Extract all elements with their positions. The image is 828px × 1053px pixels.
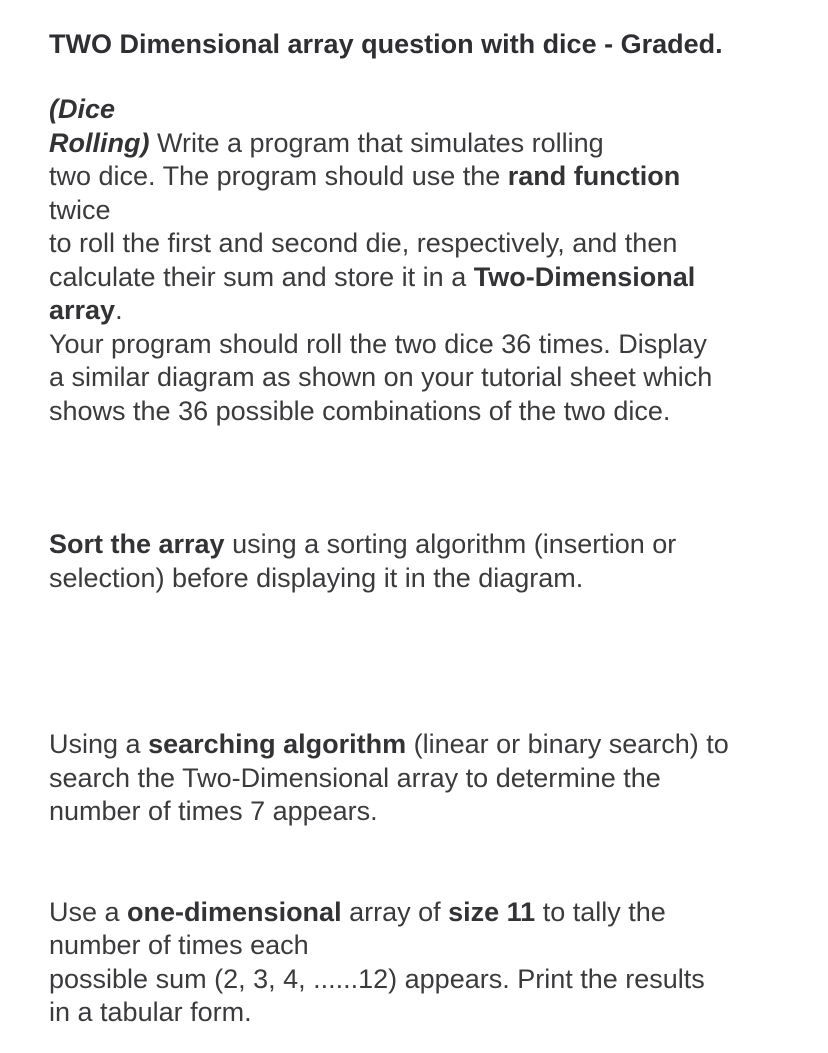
bold-text: rand function [507, 161, 681, 191]
line: number of times 7 appears. [49, 796, 378, 826]
line [49, 127, 809, 161]
line [49, 294, 809, 328]
line: to roll the first and second die, respectively, and then [49, 228, 678, 258]
text: to tally the [535, 896, 666, 927]
text: using a sorting algorithm (insertion or [224, 529, 677, 559]
text: (linear or binary search) to [406, 729, 729, 759]
line: shows the 36 possible combinations of the two dice. [49, 395, 671, 426]
line: number of times each [49, 930, 309, 960]
line [49, 728, 809, 762]
paragraph-tally [49, 896, 809, 1030]
line [49, 160, 809, 194]
bold-text: size 11 [448, 896, 536, 927]
text: . [115, 295, 123, 325]
line: search the Two-Dimensional array to determine the [49, 762, 661, 793]
paragraph-search [49, 728, 809, 829]
line: twice [49, 194, 111, 225]
line [49, 896, 809, 930]
line: (Dice [49, 94, 116, 124]
paragraph-dice-rolling [49, 93, 809, 428]
text: array of [341, 896, 449, 927]
bold-text: Sort the array [49, 529, 225, 559]
line: selection) before displaying it in the diagram. [49, 562, 584, 593]
text: two dice. The program should use the [49, 161, 508, 191]
bold-text: array [49, 295, 116, 325]
bold-text: one-dimensional [127, 896, 342, 927]
bold-text: searching algorithm [148, 729, 407, 759]
line: a similar diagram as shown on your tutorial sheet which [49, 362, 713, 392]
text: Write a program that simulates rolling [149, 127, 604, 158]
page-title: TWO Dimensional array question with dice - Graded. [49, 29, 723, 59]
line [49, 261, 809, 295]
bold-text: Two-Dimensional [473, 261, 696, 292]
text: Use a [49, 896, 128, 927]
text: calculate their sum and store it in a [49, 261, 474, 292]
line: possible sum (2, 3, 4, ......12) appears. Print the results [49, 963, 705, 994]
bold-text: Rolling) [49, 127, 150, 158]
line [49, 528, 809, 562]
document-body [49, 26, 809, 1030]
line: in a tabular form. [49, 997, 252, 1027]
paragraph-sort [49, 528, 809, 595]
text: Using a [49, 729, 149, 759]
line: Your program should roll the two dice 36 times. Display [49, 328, 707, 359]
